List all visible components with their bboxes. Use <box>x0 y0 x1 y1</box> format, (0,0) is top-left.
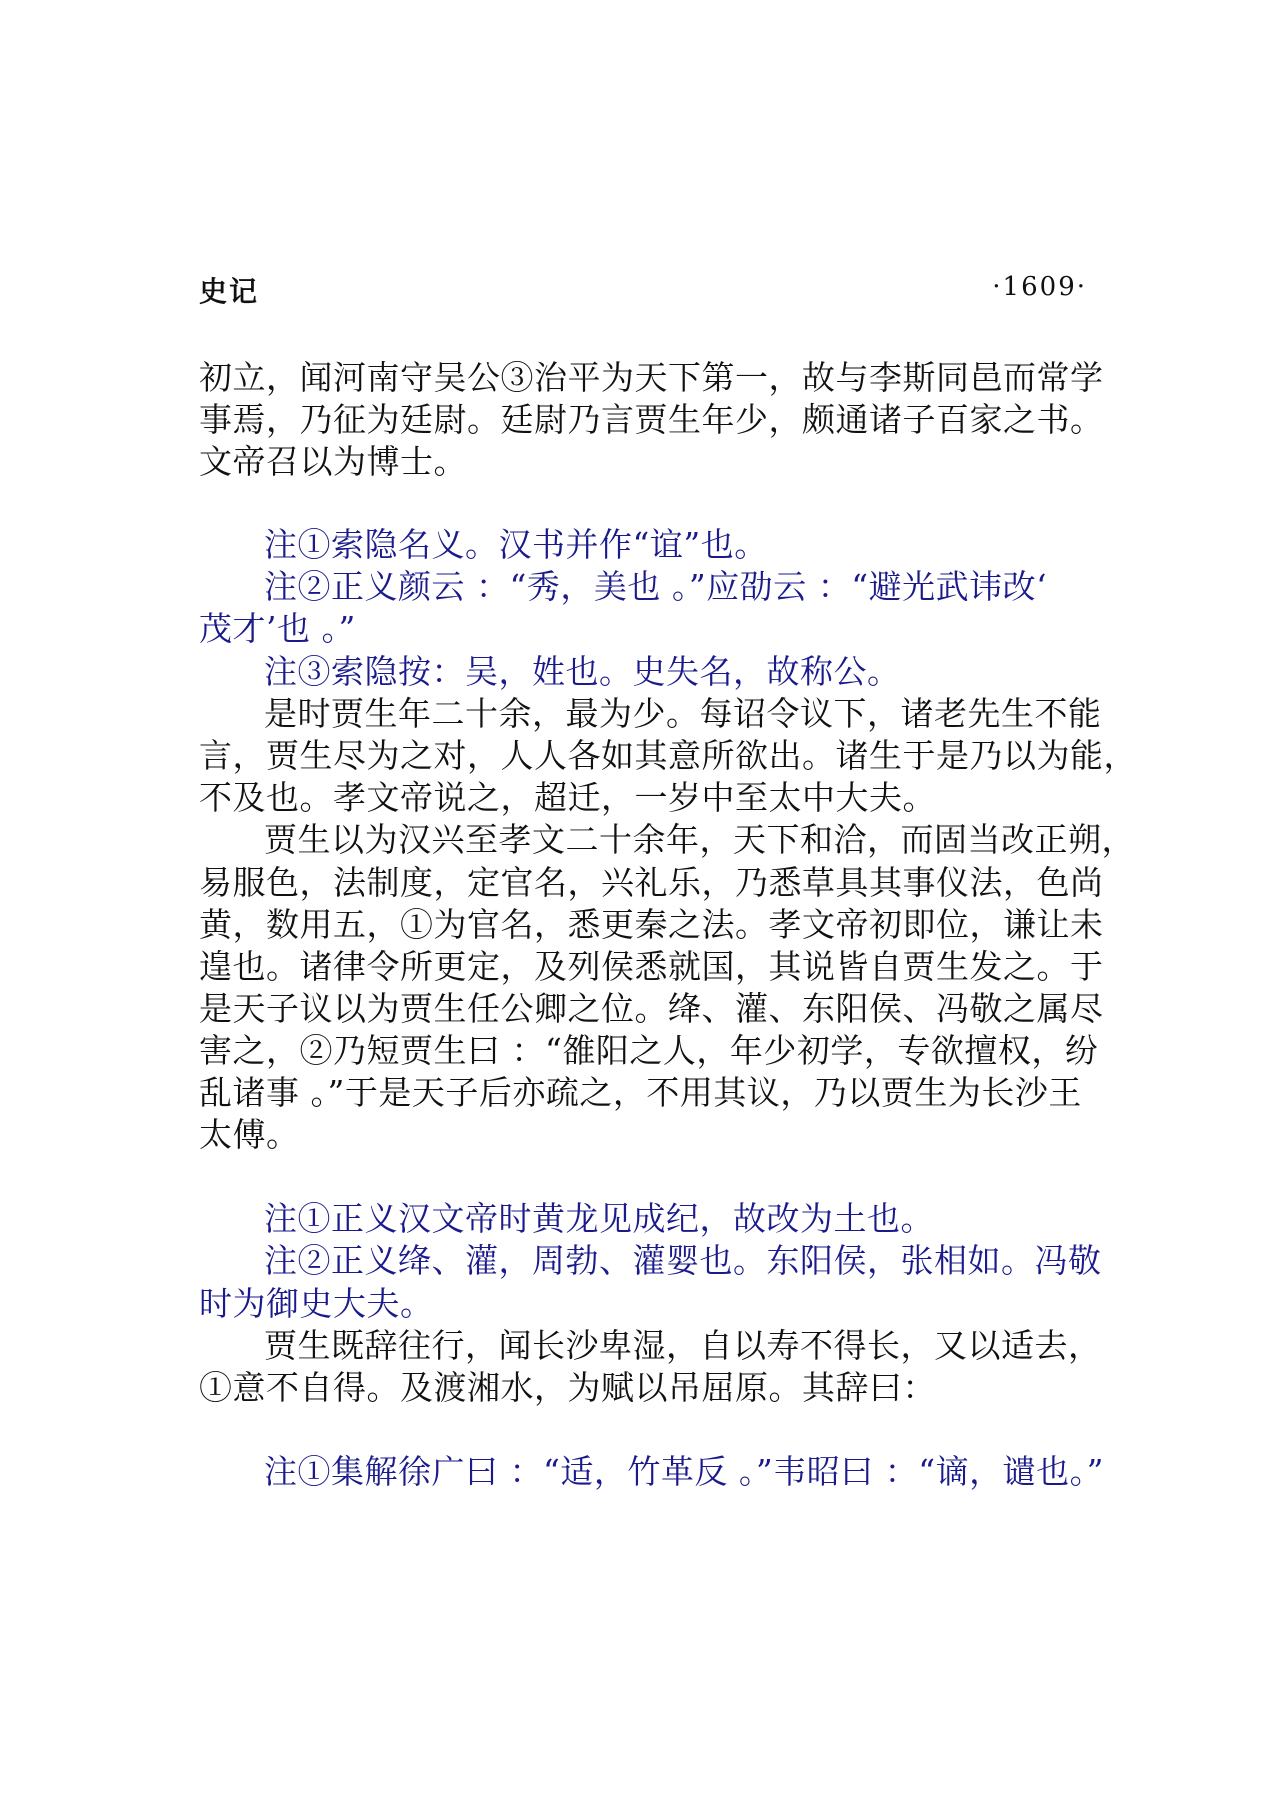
note-line: 注③索隐按：吴，姓也。史失名，故称公。 <box>264 652 901 691</box>
text-line: 易服色，法制度，定官名，兴礼乐，乃悉草具其事仪法，色尚 <box>199 863 1104 902</box>
text-line: 遑也。诸律令所更定，及列侯悉就国，其说皆自贾生发之。于 <box>199 947 1104 986</box>
text-line: 文帝召以为博士。 <box>199 442 467 481</box>
note-line: 注①索隐名义。汉书并作“谊”也。 <box>264 525 768 564</box>
page-number: ·1609· <box>992 272 1087 302</box>
text-line: 太傅。 <box>199 1115 300 1154</box>
text-line: 贾生以为汉兴至孝文二十余年，天下和洽，而固当改正朔， <box>264 820 1135 859</box>
note-line: 注②正义颜云 ：“秀，美也 。”应劭云 ：“避光武讳改‘ <box>264 567 1048 606</box>
note-line: 注①集解徐广曰 ：“适，竹革反 。”韦昭曰 ：“谪，谴也。” <box>264 1452 1104 1491</box>
text-line: 不及也。孝文帝说之，超迁，一岁中至太中大夫。 <box>199 778 936 817</box>
text-line: 乱诸事 。”于是天子后亦疏之，不用其议，乃以贾生为长沙王 <box>199 1073 1082 1112</box>
book-title: 史记 <box>199 275 260 308</box>
text-line: 事焉，乃征为廷尉。廷尉乃言贾生年少，颇通诸子百家之书。 <box>199 400 1104 439</box>
text-line: 害之，②乃短贾生曰 ：“雒阳之人，年少初学，专欲擅权，纷 <box>199 1031 1099 1070</box>
text-line: ①意不自得。及渡湘水，为赋以吊屈原。其辞曰： <box>199 1368 936 1407</box>
text-line: 言，贾生尽为之对，人人各如其意所欲出。诸生于是乃以为能， <box>199 736 1137 775</box>
text-line: 是时贾生年二十余，最为少。每诏令议下，诸老先生不能 <box>264 694 1102 733</box>
note-line: 茂才’也 。” <box>199 609 356 648</box>
text-line: 黄，数用五，①为官名，悉更秦之法。孝文帝初即位，谦让未 <box>199 905 1104 944</box>
text-line: 初立，闻河南守吴公③治平为天下第一，故与李斯同邑而常学 <box>199 358 1104 397</box>
text-line: 贾生既辞往行，闻长沙卑湿，自以寿不得长，又以适去， <box>264 1326 1102 1365</box>
page-header <box>199 270 1087 310</box>
note-line: 注②正义绛、灌，周勃、灌婴也。东阳侯，张相如。冯敬 <box>264 1241 1102 1280</box>
note-line: 注①正义汉文帝时黄龙见成纪，故改为土也。 <box>264 1199 934 1238</box>
text-line: 是天子议以为贾生任公卿之位。绛、灌、东阳侯、冯敬之属尽 <box>199 989 1104 1028</box>
note-line: 时为御史大夫。 <box>199 1284 434 1323</box>
